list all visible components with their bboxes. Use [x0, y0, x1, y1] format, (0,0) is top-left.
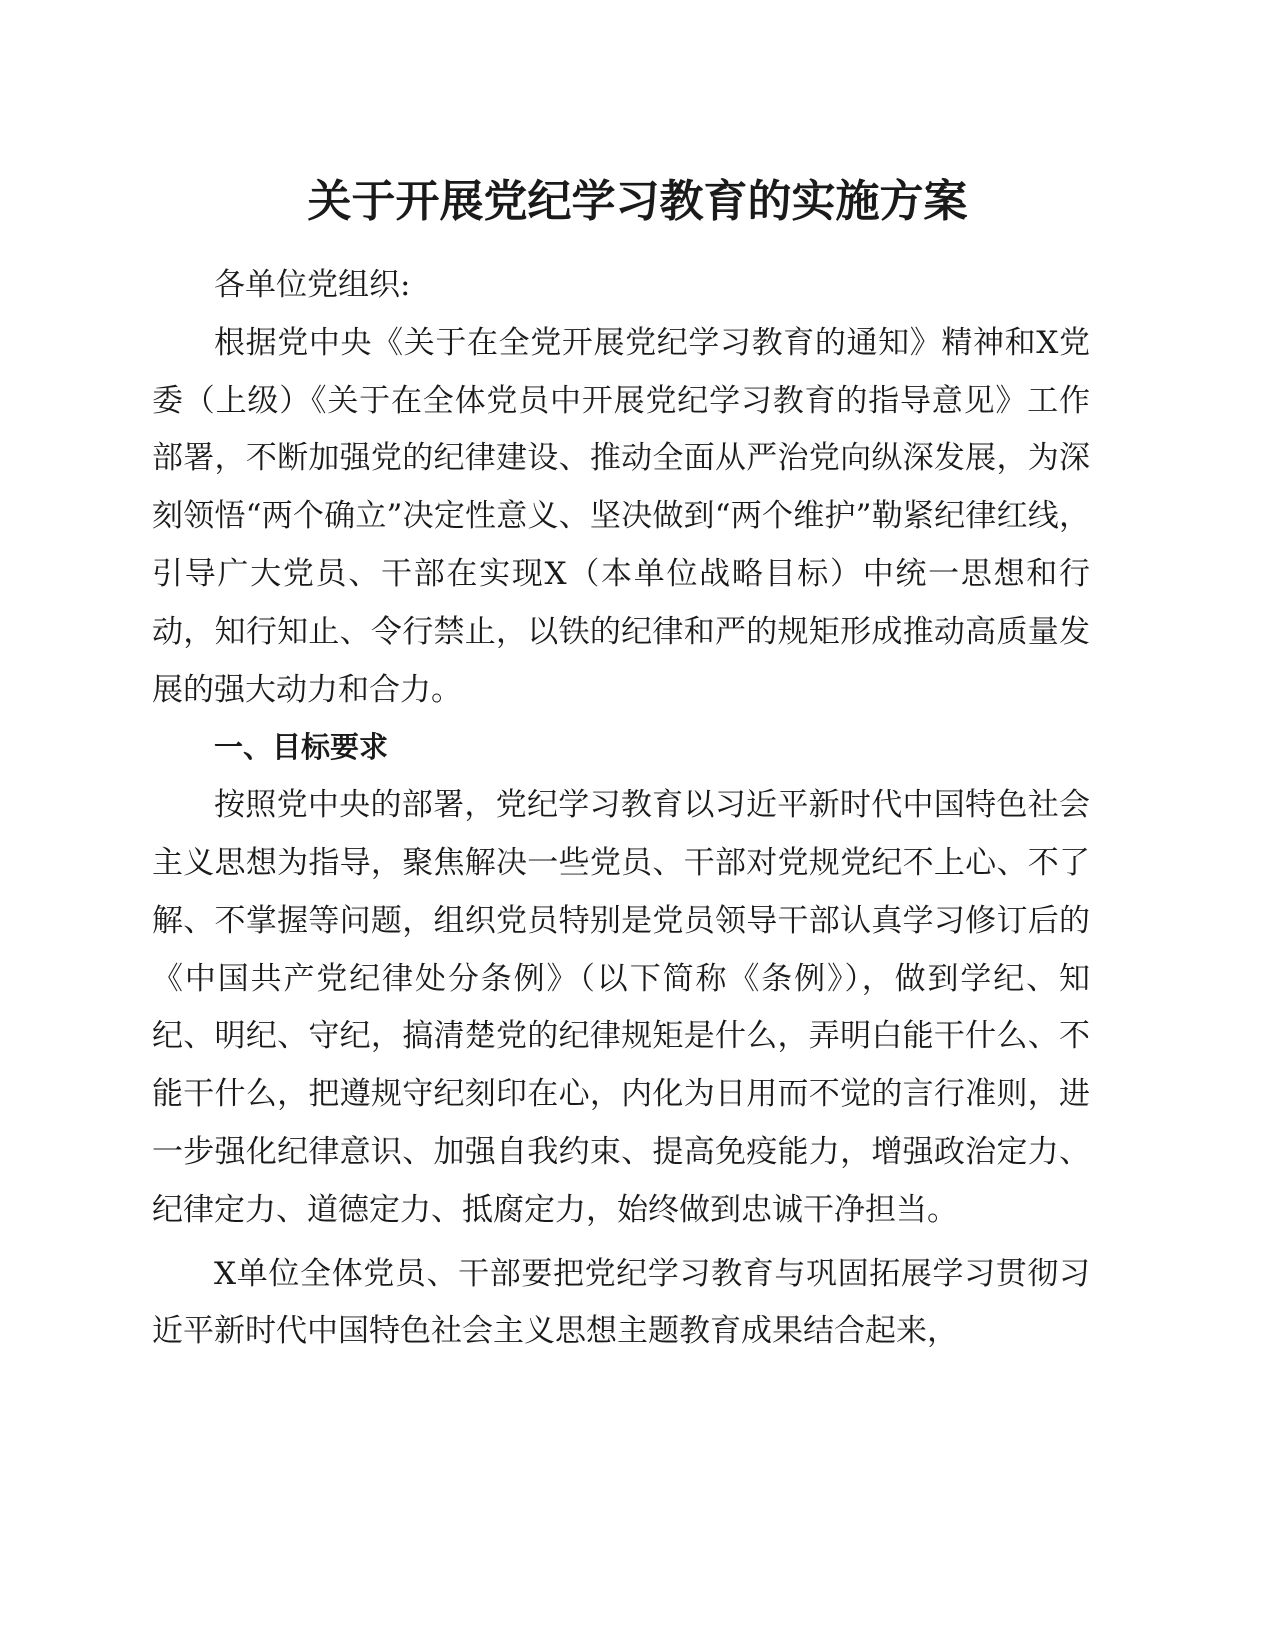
document-body	[152, 257, 1090, 1361]
goals-paragraph-2: X单位全体党员、干部要把党纪学习教育与巩固拓展学习贯彻习近平新时代中国特色社会主义思想主题教育成果结合起来，	[152, 1255, 1090, 1350]
section-heading-goals: 一、目标要求	[214, 730, 389, 765]
salutation: 各单位党组织:	[214, 267, 411, 303]
goals-paragraph-1: 按照党中央的部署，党纪学习教育以习近平新时代中国特色社会主义思想为指导，聚焦解决一些党员、干部对党规党纪不上心、不了解、不掌握等问题，组织党员特别是党员领导干部认真学习修订后的《中国共产党纪律处分条例》（以下简称《条例》），做到学纪、知纪、明纪、守纪，搞清楚党的纪律规矩是什么，弄明白能干什么、不能干什么，把遵规守纪刻印在心，内化为日用而不觉的言行准则，进一步强化纪律意识、加强自我约束、提高免疫能力，增强政治定力、纪律定力、道德定力、抵腐定力，始终做到忠诚干净担当。	[152, 787, 1090, 1228]
intro-paragraph: 根据党中央《关于在全党开展党纪学习教育的通知》精神和X党委（上级）《关于在全体党员中开展党纪学习教育的指导意见》工作部署，不断加强党的纪律建设、推动全面从严治党向纵深发展，为深刻领悟“两个确立”决定性意义、坚决做到“两个维护”勒紧纪律红线，引导广大党员、干部在实现X（本单位战略目标）中统一思想和行动，知行知止、令行禁止，以铁的纪律和严的规矩形成推动高质量发展的强大动力和合力。	[152, 324, 1090, 708]
document-title: 关于开展党纪学习教育的实施方案	[307, 176, 968, 227]
